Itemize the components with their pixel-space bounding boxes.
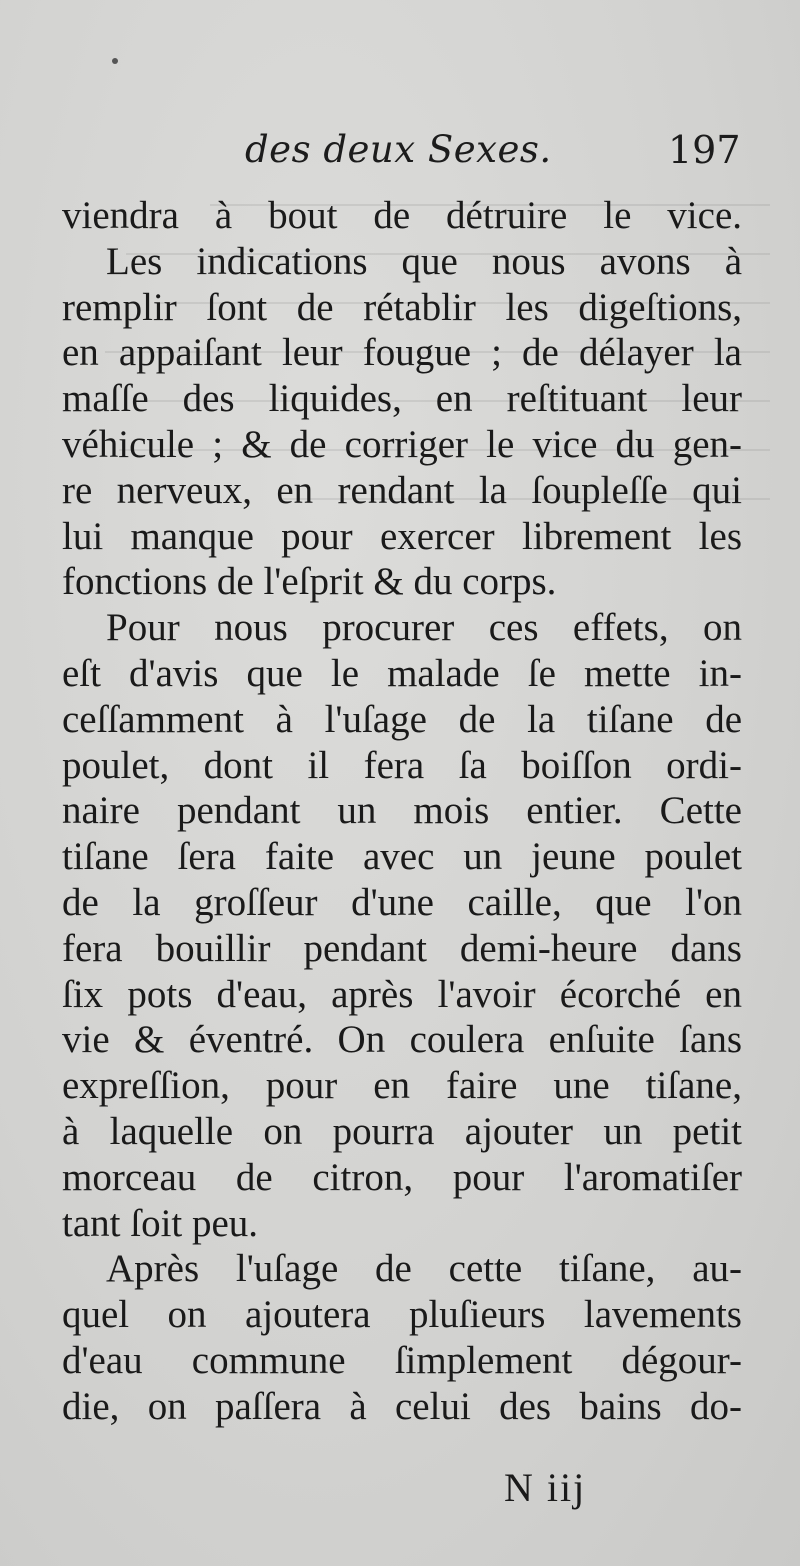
text-line: re nerveux, en rendant la ſoupleſſe qui xyxy=(62,468,742,512)
text-line: fera bouillir pendant demi-heure dans xyxy=(62,926,742,970)
text-line: tant ſoit peu. xyxy=(62,1201,259,1245)
text-line: die, on paſſera à celui des bains do- xyxy=(62,1384,742,1428)
text-line: vie & éventré. On coulera enſuite ſans xyxy=(62,1018,742,1062)
text-line: morceau de citron, pour l'aromatiſer xyxy=(62,1155,742,1199)
signature-mark: N iij xyxy=(504,1465,587,1510)
text-line: Après l'uſage de cette tiſane, au- xyxy=(106,1247,742,1291)
text-line: remplir ſont de rétablir les digeſtions, xyxy=(62,285,742,329)
text-line: Pour nous procurer ces effets, on xyxy=(106,606,742,650)
text-line: fonctions de l'eſprit & du corps. xyxy=(62,560,557,604)
text-line: naire pendant un mois entier. Cette xyxy=(62,789,742,833)
text-line: véhicule ; & de corriger le vice du gen- xyxy=(62,422,742,466)
text-line: expreſſion, pour en faire une tiſane, xyxy=(62,1064,742,1108)
text-line: Les indications que nous avons à xyxy=(106,239,742,283)
ink-speck xyxy=(112,58,118,64)
text-line: poulet, dont il fera ſa boiſſon ordi- xyxy=(62,743,742,787)
body-text xyxy=(62,193,742,1430)
text-line: à laquelle on pourra ajouter un petit xyxy=(62,1109,742,1153)
text-line: d'eau commune ſimplement dégour- xyxy=(62,1338,742,1382)
text-line: ceſſamment à l'uſage de la tiſane de xyxy=(62,697,742,741)
text-line: eſt d'avis que le malade ſe mette in- xyxy=(62,651,742,695)
page-number: 197 xyxy=(668,128,741,172)
text-line: tiſane ſera faite avec un jeune poulet xyxy=(62,835,742,879)
text-line: en appaiſant leur fougue ; de délayer la xyxy=(62,331,742,375)
text-line: de la groſſeur d'une caille, que l'on xyxy=(62,880,742,924)
text-line: viendra à bout de détruire le vice. xyxy=(62,194,742,237)
text-line: lui manque pour exercer librement les xyxy=(62,514,742,558)
text-line: quel on ajoutera pluſieurs lavements xyxy=(62,1293,742,1337)
text-line: maſſe des liquides, en reſtituant leur xyxy=(62,377,742,421)
running-title: des deux Sexes. xyxy=(245,128,552,171)
running-header xyxy=(0,128,800,178)
text-line: ſix pots d'eau, après l'avoir écorché en xyxy=(62,972,742,1016)
